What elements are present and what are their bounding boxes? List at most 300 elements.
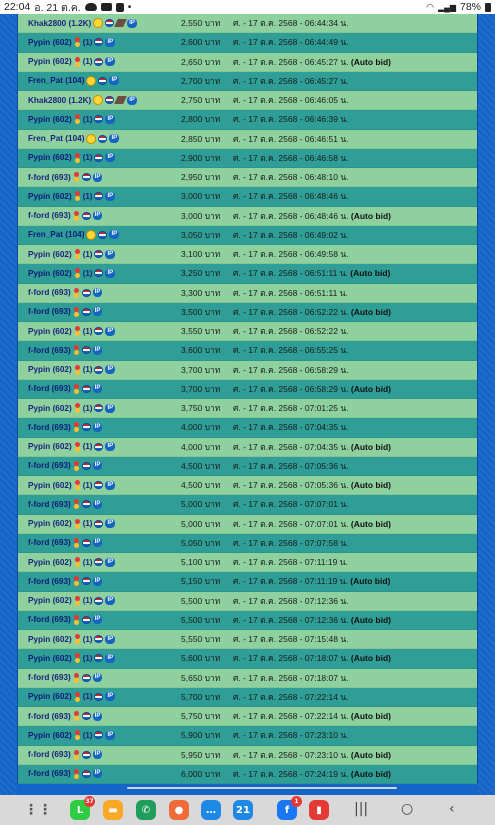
table-row — [18, 688, 477, 707]
bid-time-cell — [233, 555, 477, 569]
medal-count: (1) — [82, 403, 93, 413]
auto-bid-label: (Auto bid) — [350, 749, 392, 760]
bidder-name-link[interactable]: Pypin (602) — [28, 326, 72, 336]
bidder-cell — [18, 95, 181, 105]
bidder-name-link[interactable]: f-ford (693) — [28, 711, 71, 721]
member-badge-icon: IP — [94, 346, 101, 353]
medal-icon — [73, 615, 80, 625]
medal-count: (1) — [82, 153, 93, 163]
facebook-icon — [116, 3, 124, 12]
bidder-name-link[interactable]: Pypin (602) — [28, 692, 72, 702]
medal-icon — [73, 172, 80, 182]
thai-flag-icon — [82, 577, 91, 585]
bid-timestamp: ศ. - 17 ต.ค. 2568 - 07:05:36 น. — [233, 480, 349, 491]
bid-timestamp: ศ. - 17 ต.ค. 2568 - 07:23:10 น. — [233, 730, 349, 741]
bidder-name-link[interactable]: Pypin (602) — [28, 634, 72, 644]
thai-flag-icon — [94, 192, 103, 200]
bidder-cell — [18, 384, 181, 394]
bid-price: 3,500 บาท — [181, 306, 221, 317]
bid-timestamp: ศ. - 17 ต.ค. 2568 - 07:11:19 น. — [233, 576, 348, 587]
contacts-app-icon[interactable] — [169, 800, 189, 820]
signal-icon: ▂▄▆ — [438, 2, 456, 12]
auction-page[interactable] — [0, 14, 495, 795]
medal-icon — [74, 442, 81, 452]
bid-time-cell — [233, 305, 477, 319]
bid-timestamp: ศ. - 17 ต.ค. 2568 - 06:46:58 น. — [233, 152, 349, 163]
status-date: อ. 21 ต.ค. — [34, 1, 81, 14]
bidder-cell — [18, 76, 181, 86]
medal-icon — [73, 711, 80, 721]
auto-bid-label: (Auto bid) — [350, 480, 392, 491]
bidder-cell — [18, 692, 181, 702]
table-row — [18, 361, 477, 380]
bidder-cell — [18, 499, 181, 509]
thai-flag-icon — [82, 423, 91, 431]
member-badge-icon: IP — [107, 58, 114, 65]
table-row — [18, 765, 477, 784]
table-row — [18, 341, 477, 360]
thai-flag-icon — [94, 250, 103, 258]
bidder-name-link[interactable]: f-ford (693) — [28, 288, 71, 298]
bid-time-cell — [233, 497, 477, 511]
bidder-cell — [18, 57, 181, 67]
member-badge-icon: IP — [129, 19, 135, 26]
bid-price: 3,250 บาท — [181, 268, 221, 279]
bid-timestamp: ศ. - 17 ต.ค. 2568 - 07:07:58 น. — [233, 537, 349, 548]
bidder-name-link[interactable]: Pypin (602) — [28, 519, 72, 529]
app-glyph: ▮ — [316, 804, 322, 816]
line-app-icon[interactable] — [70, 798, 94, 820]
bid-price: 2,900 บาท — [181, 152, 221, 163]
bid-price: 4,000 บาท — [181, 441, 221, 452]
bidder-name-link[interactable]: Pypin (602) — [28, 37, 72, 47]
thai-flag-icon — [82, 770, 91, 778]
bid-price: 2,800 บาท — [181, 114, 221, 125]
status-bar — [0, 0, 495, 14]
bid-timestamp: ศ. - 17 ต.ค. 2568 - 06:49:02 น. — [233, 229, 349, 240]
member-badge-icon: IP — [94, 423, 101, 430]
app-glyph: ▬ — [108, 804, 118, 816]
bidder-name-link[interactable]: f-ford (693) — [28, 211, 71, 221]
bidder-name-link[interactable]: Pypin (602) — [28, 596, 72, 606]
medal-count: (1) — [82, 268, 93, 278]
medal-icon — [74, 57, 81, 67]
table-row — [18, 572, 477, 591]
bidder-cell — [18, 230, 181, 240]
table-row — [18, 207, 477, 226]
bid-price: 3,550 บาท — [181, 326, 221, 337]
bid-timestamp: ศ. - 17 ต.ค. 2568 - 07:07:01 น. — [233, 518, 349, 529]
thai-flag-icon — [94, 635, 103, 643]
member-badge-icon: IP — [111, 135, 118, 142]
bidder-name-link[interactable]: f-ford (693) — [28, 673, 71, 683]
app-glyph: 21 — [236, 804, 250, 816]
auto-bid-label: (Auto bid) — [350, 653, 392, 664]
app-drawer-icon[interactable] — [24, 800, 52, 820]
bid-time-cell — [233, 74, 477, 88]
bid-price: 5,000 บาท — [181, 518, 221, 529]
cloud-icon — [85, 3, 97, 11]
table-row — [18, 495, 477, 514]
status-time: 22:04 — [4, 1, 31, 13]
app-glyph: ✆ — [141, 804, 151, 816]
table-row — [18, 669, 477, 688]
bid-timestamp: ศ. - 17 ต.ค. 2568 - 06:52:22 น. — [233, 326, 349, 337]
thai-flag-icon — [94, 269, 103, 277]
auto-bid-label: (Auto bid) — [350, 768, 392, 779]
member-badge-icon: IP — [111, 231, 118, 238]
bid-time-cell — [233, 420, 477, 434]
bid-price: 5,150 บาท — [181, 576, 221, 587]
medal-count: (1) — [82, 191, 93, 201]
bidder-name-link[interactable]: Pypin (602) — [28, 268, 72, 278]
bidder-name-link[interactable]: Fren_Pat (104) — [28, 134, 85, 144]
medal-icon — [73, 576, 80, 586]
files-app-icon[interactable] — [103, 800, 123, 820]
medal-icon — [73, 345, 80, 355]
facebook-app-icon[interactable] — [277, 800, 297, 820]
bid-timestamp: ศ. - 17 ต.ค. 2568 - 06:49:58 น. — [233, 249, 349, 260]
scroll-strip — [17, 784, 478, 795]
bid-price: 3,600 บาท — [181, 345, 221, 356]
bid-time-cell — [233, 536, 477, 550]
medal-count: (1) — [82, 634, 93, 644]
bidder-cell — [18, 307, 181, 317]
medal-icon — [74, 365, 81, 375]
bid-price: 2,700 บาท — [181, 75, 221, 86]
member-badge-icon: IP — [107, 443, 114, 450]
bid-time-cell — [233, 324, 477, 338]
bidder-name-link[interactable]: f-ford (693) — [28, 750, 71, 760]
member-badge-icon: IP — [107, 366, 114, 373]
bidder-name-link[interactable]: Pypin (602) — [28, 191, 72, 201]
bidder-name-link[interactable]: Pypin (602) — [28, 153, 72, 163]
bid-price: 3,300 บาท — [181, 287, 221, 298]
bid-price: 5,100 บาท — [181, 557, 221, 568]
bid-price: 5,900 บาท — [181, 730, 221, 741]
battery-icon — [485, 3, 491, 12]
member-badge-icon: IP — [107, 115, 114, 122]
member-badge-icon: IP — [107, 250, 114, 257]
bidder-name-link[interactable]: f-ford (693) — [28, 422, 71, 432]
bid-time-cell — [233, 459, 477, 473]
table-row — [18, 707, 477, 726]
medal-icon — [73, 422, 80, 432]
bidder-name-link[interactable]: f-ford (693) — [28, 307, 71, 317]
bidder-cell — [18, 480, 181, 490]
thai-flag-icon — [94, 366, 103, 374]
bid-time-cell — [233, 440, 477, 454]
table-row — [18, 14, 477, 33]
bidder-cell — [18, 134, 181, 144]
bidder-cell — [18, 615, 181, 625]
bidder-cell — [18, 442, 181, 452]
thai-flag-icon — [82, 462, 91, 470]
bidder-name-link[interactable]: f-ford (693) — [28, 615, 71, 625]
table-row — [18, 746, 477, 765]
table-row — [18, 534, 477, 553]
table-row — [18, 226, 477, 245]
thai-flag-icon — [94, 654, 103, 662]
bidder-name-link[interactable]: Khak2800 (1.2K) — [28, 18, 92, 28]
bidder-cell — [18, 730, 181, 740]
youtube-icon — [101, 3, 112, 11]
thai-flag-icon — [98, 135, 107, 143]
member-badge-icon: IP — [107, 597, 114, 604]
bid-time-cell — [233, 748, 477, 762]
medal-icon — [74, 153, 81, 163]
bid-timestamp: ศ. - 17 ต.ค. 2568 - 06:46:51 น. — [233, 133, 349, 144]
flipboard-app-icon[interactable] — [309, 800, 329, 820]
bid-timestamp: ศ. - 17 ต.ค. 2568 - 06:58:29 น. — [233, 383, 349, 394]
medal-icon — [74, 519, 81, 529]
bidder-name-link[interactable]: Pypin (602) — [28, 557, 72, 567]
bid-price: 3,100 บาท — [181, 249, 221, 260]
bidder-cell — [18, 403, 181, 413]
notification-badge: 37 — [85, 798, 94, 805]
member-badge-icon: IP — [94, 500, 101, 507]
medal-count: (1) — [82, 692, 93, 702]
bidder-name-link[interactable]: f-ford (693) — [28, 499, 71, 509]
thai-flag-icon — [105, 19, 114, 27]
bidder-cell — [18, 268, 181, 278]
bid-time-cell — [233, 690, 477, 704]
bidder-cell — [18, 288, 181, 298]
medal-icon — [74, 114, 81, 124]
member-badge-icon: IP — [107, 192, 114, 199]
bid-timestamp: ศ. - 17 ต.ค. 2568 - 06:51:11 น. — [233, 268, 348, 279]
app-glyph: ● — [174, 804, 184, 816]
member-badge-icon: IP — [94, 770, 101, 777]
bidder-cell — [18, 538, 181, 548]
member-badge-icon: IP — [107, 520, 114, 527]
bidder-name-link[interactable]: f-ford (693) — [28, 461, 71, 471]
table-row — [18, 33, 477, 52]
bidder-name-link[interactable]: f-ford (693) — [28, 769, 71, 779]
medal-icon — [73, 384, 80, 394]
thai-flag-icon — [82, 539, 91, 547]
bid-time-cell — [233, 209, 477, 223]
medal-count: (1) — [82, 326, 93, 336]
thai-flag-icon — [94, 481, 103, 489]
medal-icon — [74, 653, 81, 663]
bid-timestamp: ศ. - 17 ต.ค. 2568 - 06:55:25 น. — [233, 345, 349, 356]
bid-time-cell — [233, 35, 477, 49]
thai-flag-icon — [82, 173, 91, 181]
thai-flag-icon — [94, 404, 103, 412]
bidder-name-link[interactable]: Pypin (602) — [28, 730, 72, 740]
thai-flag-icon — [82, 385, 91, 393]
auto-bid-label: (Auto bid) — [350, 383, 392, 394]
bid-time-cell — [233, 728, 477, 742]
app-glyph: … — [206, 804, 216, 816]
calendar-app-icon[interactable] — [233, 800, 253, 820]
medal-icon — [74, 596, 81, 606]
bid-price: 2,950 บาท — [181, 172, 221, 183]
scroll-indicator[interactable] — [127, 787, 397, 789]
thai-flag-icon — [82, 500, 91, 508]
member-badge-icon: IP — [94, 173, 101, 180]
bid-time-cell — [233, 286, 477, 300]
bid-time-cell — [233, 767, 477, 781]
bidder-name-link[interactable]: Pypin (602) — [28, 653, 72, 663]
thai-flag-icon — [82, 616, 91, 624]
bid-timestamp: ศ. - 17 ต.ค. 2568 - 07:18:07 น. — [233, 653, 349, 664]
bidder-cell — [18, 576, 181, 586]
member-badge-icon: IP — [94, 289, 101, 296]
bid-timestamp: ศ. - 17 ต.ค. 2568 - 07:15:48 น. — [233, 634, 349, 645]
thai-flag-icon — [82, 346, 91, 354]
medal-count: (1) — [82, 37, 93, 47]
bid-price: 2,850 บาท — [181, 133, 221, 144]
bidder-name-link[interactable]: Pypin (602) — [28, 249, 72, 259]
member-badge-icon: IP — [94, 385, 101, 392]
bid-price: 4,000 บาท — [181, 422, 221, 433]
medal-icon — [73, 307, 80, 317]
bid-time-cell — [233, 16, 477, 30]
auto-bid-label: (Auto bid) — [350, 56, 392, 67]
medal-icon — [73, 769, 80, 779]
bidder-name-link[interactable]: Pypin (602) — [28, 57, 72, 67]
battery-percent: 78% — [459, 1, 481, 13]
bid-price: 6,000 บาท — [181, 768, 221, 779]
table-row — [18, 187, 477, 206]
smile-icon — [86, 76, 96, 86]
bidder-cell — [18, 153, 181, 163]
medal-icon — [73, 750, 80, 760]
bidder-name-link[interactable]: f-ford (693) — [28, 172, 71, 182]
medal-icon — [74, 403, 81, 413]
app-glyph: ⋮⋮ — [24, 802, 52, 818]
bid-time-cell — [233, 132, 477, 146]
member-badge-icon: IP — [94, 212, 101, 219]
bid-price: 5,600 บาท — [181, 653, 221, 664]
bid-time-cell — [233, 709, 477, 723]
medal-icon — [74, 730, 81, 740]
bid-time-cell — [233, 112, 477, 126]
auto-bid-label: (Auto bid) — [350, 210, 392, 221]
table-row — [18, 72, 477, 91]
bidder-name-link[interactable]: f-ford (693) — [28, 576, 71, 586]
bid-time-cell — [233, 189, 477, 203]
bidder-cell — [18, 653, 181, 663]
member-badge-icon: IP — [94, 751, 101, 758]
bidder-cell — [18, 673, 181, 683]
member-badge-icon: IP — [94, 674, 101, 681]
medal-count: (1) — [82, 519, 93, 529]
bidder-cell — [18, 18, 181, 28]
bid-time-cell — [233, 363, 477, 377]
member-badge-icon: IP — [107, 404, 114, 411]
medal-count: (1) — [82, 114, 93, 124]
bidder-name-link[interactable]: Pypin (602) — [28, 403, 72, 413]
table-row — [18, 110, 477, 129]
home-button[interactable]: ○ — [401, 801, 414, 817]
medal-icon — [74, 480, 81, 490]
bidder-name-link[interactable]: f-ford (693) — [28, 538, 71, 548]
bid-time-cell — [233, 401, 477, 415]
bid-price: 5,700 บาท — [181, 691, 221, 702]
bid-time-cell — [233, 478, 477, 492]
medal-count: (1) — [82, 730, 93, 740]
recent-apps-button[interactable]: ||| — [354, 801, 369, 817]
member-badge-icon: IP — [107, 635, 114, 642]
bidder-cell — [18, 750, 181, 760]
thai-flag-icon — [94, 520, 103, 528]
bidder-name-link[interactable]: Fren_Pat (104) — [28, 230, 85, 240]
thai-flag-icon — [94, 597, 103, 605]
bid-price: 2,600 บาท — [181, 37, 221, 48]
android-nav-bar — [0, 795, 495, 825]
bid-time-cell — [233, 651, 477, 665]
bid-timestamp: ศ. - 17 ต.ค. 2568 - 06:46:39 น. — [233, 114, 349, 125]
medal-icon — [73, 211, 80, 221]
table-row — [18, 399, 477, 418]
bid-timestamp: ศ. - 17 ต.ค. 2568 - 06:48:46 น. — [233, 210, 349, 221]
bidder-cell — [18, 326, 181, 336]
auto-bid-label: (Auto bid) — [350, 306, 392, 317]
thai-flag-icon — [94, 58, 103, 66]
bidder-cell — [18, 211, 181, 221]
notification-dot: • — [127, 1, 132, 13]
medal-count: (1) — [82, 557, 93, 567]
bidder-name-link[interactable]: f-ford (693) — [28, 345, 71, 355]
bid-time-cell — [233, 594, 477, 608]
bidder-name-link[interactable]: Pypin (602) — [28, 365, 72, 375]
table-row — [18, 322, 477, 341]
bidder-name-link[interactable]: f-ford (693) — [28, 384, 71, 394]
table-row — [18, 245, 477, 264]
medal-icon — [73, 538, 80, 548]
app-glyph: f — [284, 804, 290, 816]
thai-flag-icon — [94, 693, 103, 701]
medal-count: (1) — [82, 249, 93, 259]
auto-bid-label: (Auto bid) — [350, 268, 391, 279]
bid-timestamp: ศ. - 17 ต.ค. 2568 - 06:48:46 น. — [233, 191, 349, 202]
back-button[interactable]: ‹ — [449, 801, 455, 817]
bid-time-cell — [233, 247, 477, 261]
member-badge-icon: IP — [107, 558, 114, 565]
table-row — [18, 284, 477, 303]
table-row — [18, 149, 477, 168]
medal-icon — [74, 557, 81, 567]
member-badge-icon: IP — [94, 577, 101, 584]
bidder-name-link[interactable]: Fren_Pat (104) — [28, 76, 85, 86]
status-right — [426, 1, 491, 13]
table-row — [18, 476, 477, 495]
thai-flag-icon — [82, 289, 91, 297]
messages-app-icon[interactable] — [201, 800, 221, 820]
smile-icon — [86, 230, 96, 240]
hammer-icon — [114, 19, 127, 27]
phone-app-icon[interactable] — [136, 800, 156, 820]
bidder-name-link[interactable]: Khak2800 (1.2K) — [28, 95, 92, 105]
bid-timestamp: ศ. - 17 ต.ค. 2568 - 07:05:36 น. — [233, 460, 349, 471]
medal-count: (1) — [82, 442, 93, 452]
medal-icon — [74, 37, 81, 47]
bid-timestamp: ศ. - 17 ต.ค. 2568 - 07:07:01 น. — [233, 499, 349, 510]
bidder-name-link[interactable]: Pypin (602) — [28, 442, 72, 452]
bidder-cell — [18, 365, 181, 375]
auto-bid-label: (Auto bid) — [350, 711, 392, 722]
thai-flag-icon — [82, 712, 91, 720]
medal-icon — [73, 673, 80, 683]
bidder-cell — [18, 634, 181, 644]
bidder-cell — [18, 422, 181, 432]
bidder-name-link[interactable]: Pypin (602) — [28, 480, 72, 490]
table-row — [18, 438, 477, 457]
bidder-name-link[interactable]: Pypin (602) — [28, 114, 72, 124]
